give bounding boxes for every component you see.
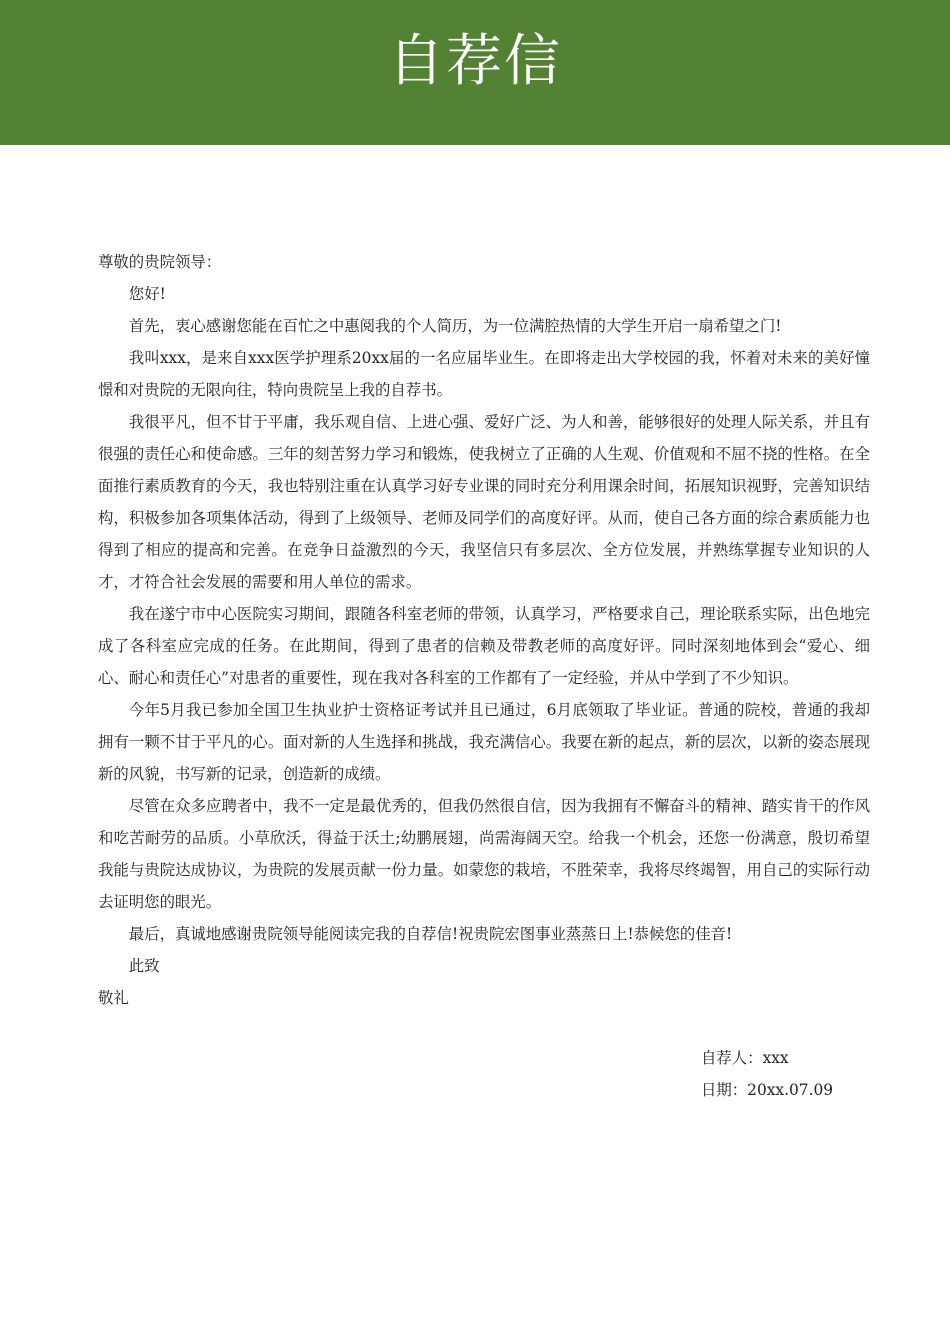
- header-banner: [0, 0, 950, 145]
- salutation: 尊敬的贵院领导：: [98, 253, 222, 271]
- signature-name: 自荐人：xxx: [701, 1049, 789, 1067]
- paragraph-introduction: 我叫xxx，是来自xxx医学护理系20xx届的一名应届毕业生。在即将走出大学校园的我，怀着对未来的美好憧憬和对贵院的无限向往，特向贵院呈上我的自荐书。: [98, 349, 870, 399]
- paragraph-certification: 今年5月我已参加全国卫生执业护士资格证考试并且已通过，6月底领取了毕业证。普通的院校，普通的我却拥有一颗不甘于平凡的心。面对新的人生选择和挑战，我充满信心。我要在新的起点，新的层次，以新的姿态展现新的风貌，书写新的记录，创造新的成绩。: [98, 701, 870, 783]
- paragraph-thanks: 首先，衷心感谢您能在百忙之中惠阅我的个人简历，为一位满腔热情的大学生开启一扇希望之门!: [128, 317, 782, 335]
- page-title: 自荐信: [388, 29, 562, 94]
- closing-cizhi: 此致: [128, 957, 160, 975]
- signature-block: [701, 1042, 833, 1106]
- paragraph-personality: 我很平凡，但不甘于平庸，我乐观自信、上进心强、爱好广泛、为人和善，能够很好的处理人际关系，并且有很强的责任心和使命感。三年的刻苦努力学习和锻炼，使我树立了正确的人生观、价值观和不屈不挠的性格。在全面推行素质教育的今天，我也特别注重在认真学习好专业课的同时充分利用课余时间，拓展知识视野，完善知识结构，积极参加各项集体活动，得到了上级领导、老师及同学们的高度好评。从而，使自己各方面的综合素质能力也得到了相应的提高和完善。在竞争日益激烈的今天，我坚信只有多层次、全方位发展，并熟练掌握专业知识的人才，才符合社会发展的需要和用人单位的需求。: [98, 413, 870, 591]
- closing-jingli: 敬礼: [98, 989, 129, 1007]
- paragraph-final-thanks: 最后，真诚地感谢贵院领导能阅读完我的自荐信!祝贵院宏图事业蒸蒸日上!恭候您的佳音!: [128, 925, 733, 943]
- paragraph-confidence: 尽管在众多应聘者中，我不一定是最优秀的，但我仍然很自信，因为我拥有不懈奋斗的精神、踏实肯干的作风和吃苦耐劳的品质。小草欣沃，得益于沃土;幼鹏展翅，尚需海阔天空。给我一个机会，还您一份满意，殷切希望我能与贵院达成协议，为贵院的发展贡献一份力量。如蒙您的栽培，不胜荣幸，我将尽终竭智，用自己的实际行动去证明您的眼光。: [98, 797, 870, 911]
- greeting: 您好!: [128, 285, 166, 303]
- paragraph-internship: 我在遂宁市中心医院实习期间，跟随各科室老师的带领，认真学习，严格要求自己，理论联系实际，出色地完成了各科室应完成的任务。在此期间，得到了患者的信赖及带教老师的高度好评。同时深刻地体到会“爱心、细心、耐心和责任心”对患者的重要性，现在我对各科室的工作都有了一定经验，并从中学到了不少知识。: [98, 605, 870, 687]
- letter-body: [98, 246, 870, 1014]
- signature-date: 日期：20xx.07.09: [701, 1081, 834, 1099]
